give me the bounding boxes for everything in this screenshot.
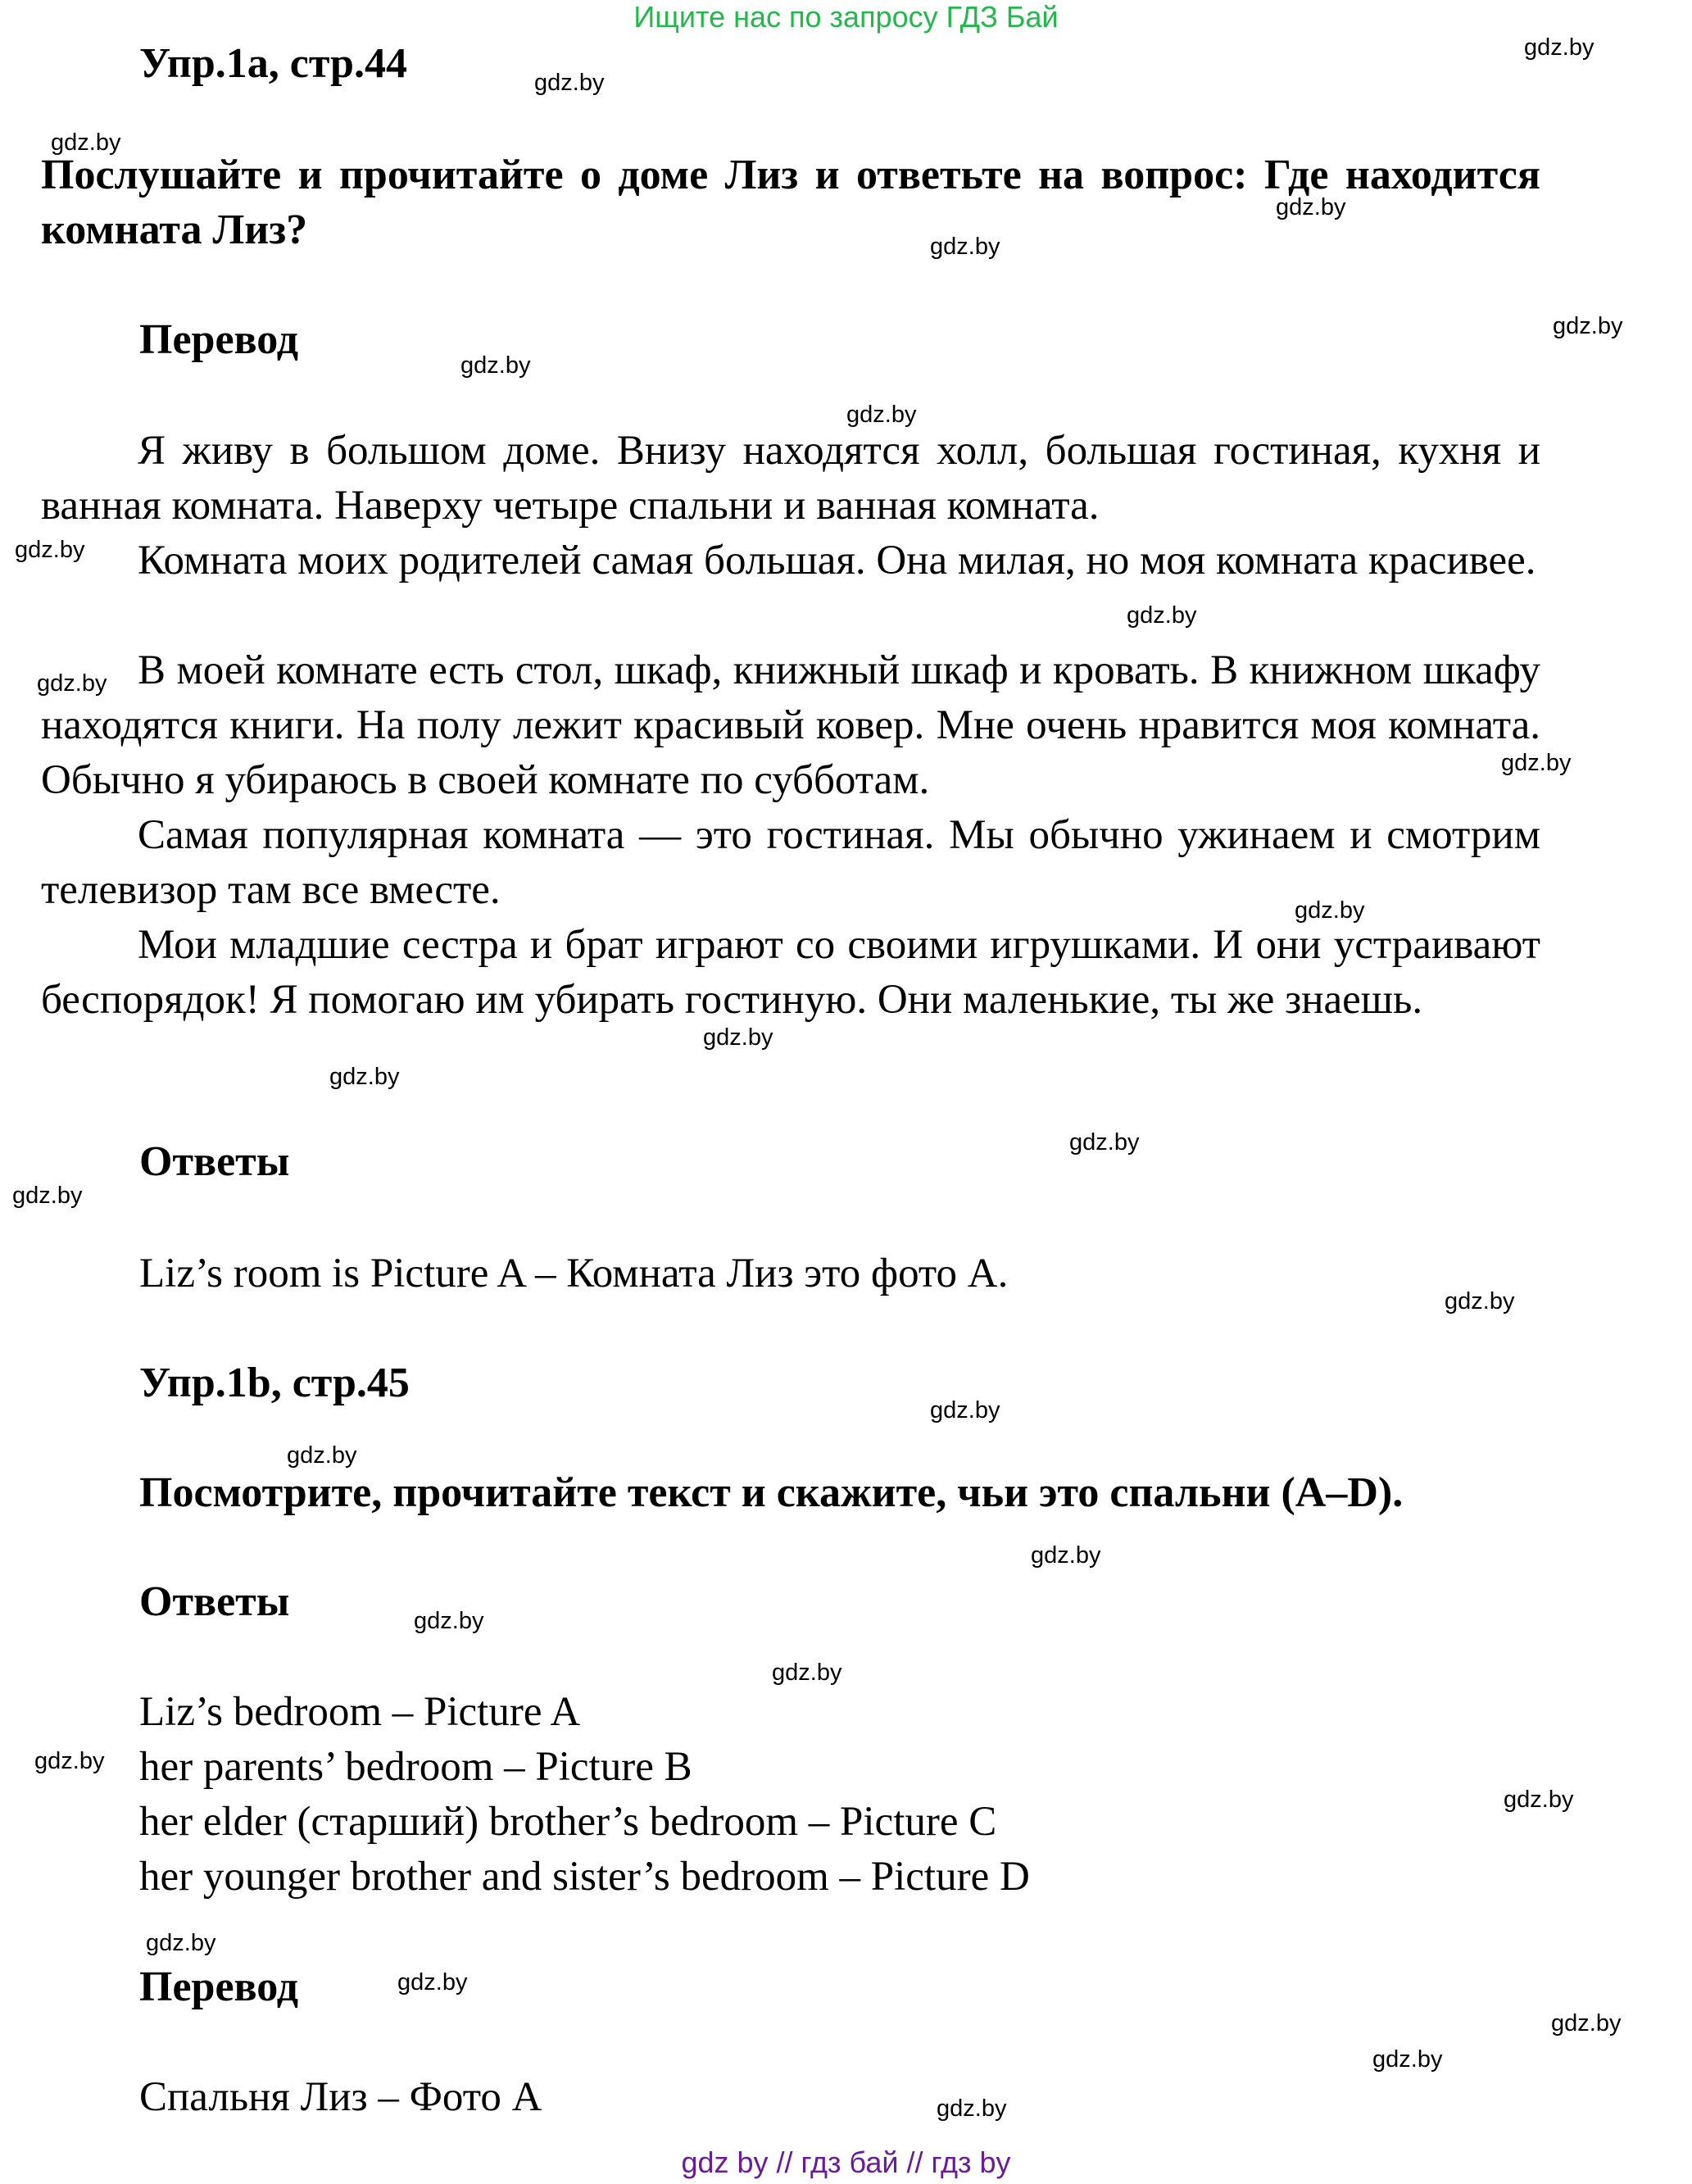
watermark: gdz.by [937,2095,1007,2122]
watermark: gdz.by [12,1183,83,1209]
watermark: gdz.by [1445,1288,1515,1314]
watermark: gdz.by [414,1608,484,1634]
watermark: gdz.by [1504,1787,1574,1813]
translation-paragraph-3: В моей комнате есть стол, шкаф, книжный шкаф и кровать. В книжном шкафу находятся книги. На полу лежит красивый ковер. Мне очень нравится моя комната. Обычно я убираюсь в своей комнате по субботам. [41,647,1540,803]
watermark: gdz.by [930,1397,1000,1423]
watermark: gdz.by [15,537,85,563]
watermark: gdz.by [1069,1129,1140,1156]
exercise-1b-translation-heading: Перевод [139,1964,299,2010]
watermark: gdz.by [460,352,531,379]
exercise-1b-answer-2: her parents’ bedroom – Picture B [139,1744,692,1790]
watermark: gdz.by [1553,313,1623,339]
watermark: gdz.by [34,1748,105,1774]
watermark: gdz.by [1551,2010,1622,2036]
translation-paragraph-5: Мои младшие сестра и брат играют со своими игрушками. И они устраивают беспорядок! Я помогаю им убирать гостиную. Они маленькие, ты же знаешь. [41,922,1540,1023]
watermark: gdz.by [146,1930,216,1956]
watermark: gdz.by [846,402,917,428]
exercise-1a-answers-heading: Ответы [139,1138,290,1185]
footer-links: gdz by // гдз бай // гдз by [681,2145,1011,2179]
exercise-1a-heading: Упр.1a, стр.44 [139,40,407,87]
search-banner: Ищите нас по запросу ГДЗ Бай [633,0,1059,34]
watermark: gdz.by [772,1660,842,1686]
exercise-1b-task: Посмотрите, прочитайте текст и скажите, чьи это спальни (A–D). [139,1469,1404,1516]
watermark: gdz.by [397,1969,468,1996]
exercise-1a-translation-heading: Перевод [139,316,299,363]
exercise-1b-heading: Упр.1b, стр.45 [139,1360,410,1406]
watermark: gdz.by [51,129,121,156]
watermark: gdz.by [534,70,605,96]
exercise-1b-answers-heading: Ответы [139,1578,290,1625]
watermark: gdz.by [287,1442,357,1469]
exercise-1a-task: Послушайте и прочитайте о доме Лиз и ответьте на вопрос: Где находится комната Лиз? [41,152,1540,253]
watermark: gdz.by [329,1064,400,1090]
exercise-1b-answer-1: Liz’s bedroom – Picture A [139,1689,581,1735]
watermark: gdz.by [1295,897,1365,924]
watermark: gdz.by [703,1024,773,1051]
watermark: gdz.by [1372,2046,1443,2073]
exercise-1b-answer-3: her elder (старший) brother’s bedroom – Picture C [139,1799,997,1845]
exercise-1a-answer: Liz’s room is Picture A – Комната Лиз это фото A. [139,1251,1009,1296]
watermark: gdz.by [37,670,107,697]
translation-paragraph-1: Я живу в большом доме. Внизу находятся холл, большая гостиная, кухня и ванная комната. Наверху четыре спальни и ванная комната. [41,428,1540,529]
watermark: gdz.by [1524,34,1594,61]
translation-paragraph-2: Комната моих родителей самая большая. Она милая, но моя комната красивее. [138,538,1536,583]
watermark: gdz.by [1276,194,1346,220]
translation-paragraph-4: Самая популярная комната — это гостиная. Мы обычно ужинаем и смотрим телевизор там все вместе. [41,812,1540,913]
watermark: gdz.by [1501,750,1572,776]
exercise-1b-answer-4: her younger brother and sister’s bedroom – Picture D [139,1854,1030,1900]
watermark: gdz.by [1031,1542,1101,1569]
watermark: gdz.by [1127,602,1197,629]
watermark: gdz.by [930,234,1000,260]
exercise-1b-translation: Спальня Лиз – Фото A [139,2074,542,2120]
